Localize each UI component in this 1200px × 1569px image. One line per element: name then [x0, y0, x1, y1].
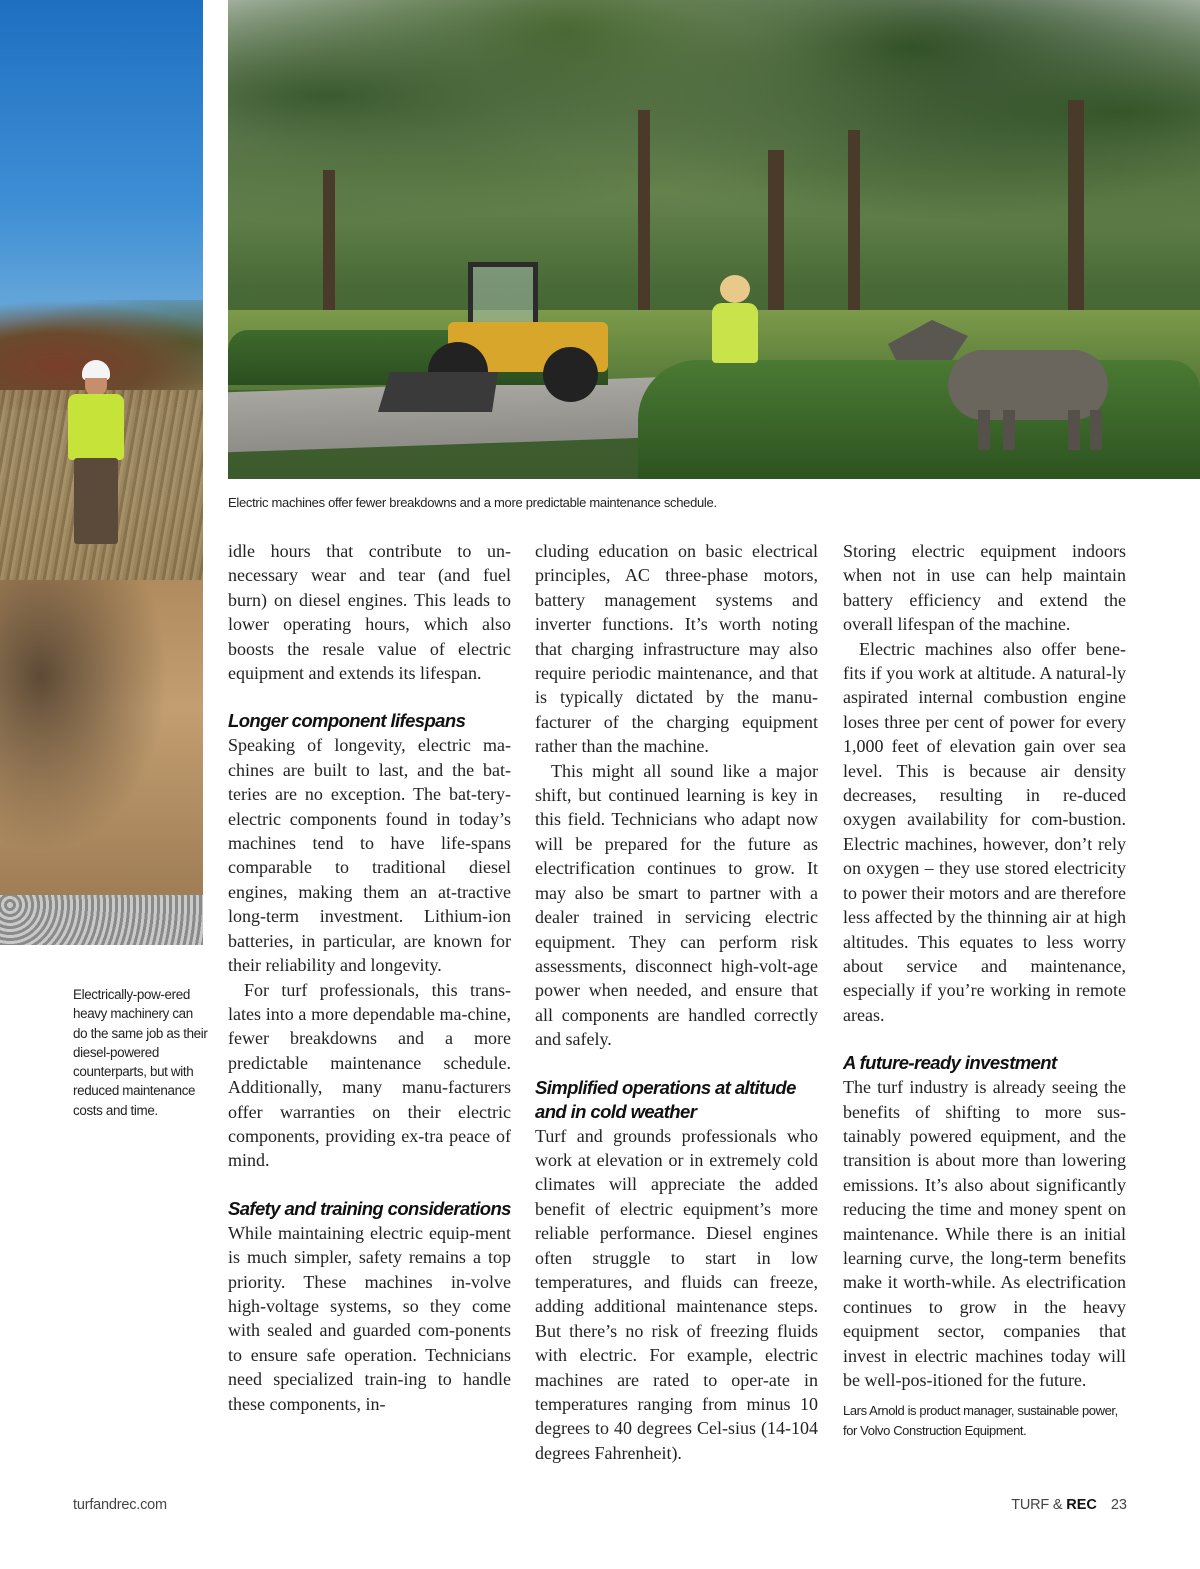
article-column-2: [535, 539, 818, 1465]
paragraph: While maintaining electric equip-ment is much simpler, safety remains a top priority. These machines in-volve high-voltage systems, so they come with sealed and guarded com-ponents to ensure safe operation. Technicians need specialized train-ing to handle these components, in-: [228, 1222, 511, 1414]
page-number: 23: [1110, 1497, 1127, 1513]
magazine-name-part2: REC: [1066, 1497, 1097, 1513]
subhead-future: A future-ready investment: [843, 1052, 1057, 1074]
horse-leg: [1003, 410, 1015, 450]
dirt-mound: [0, 580, 203, 900]
tree-canopy: [228, 0, 1200, 320]
tree-trunk: [848, 130, 860, 330]
main-photo-caption: Electric machines offer fewer breakdowns and a more predictable maintenance schedule.: [228, 495, 717, 510]
paragraph: Turf and grounds professionals who work at elevation or in extremely cold climates will appreciate the added benefit of electric equipment’s more reliable performance. Diesel engines often struggle to start in low temperatures, and fluids can freeze, adding additional maintenance steps. But there’s no risk of freezing fluids with electric. For example, electric machines are rated to oper-ate in temperatures ranging from minus 10 degrees to 40 degrees Cel-sius (14-104 degrees Fahrenheit).: [535, 1125, 818, 1463]
worker-head: [720, 275, 750, 303]
horse-body: [948, 350, 1108, 420]
paragraph: Electric machines also offer bene-fits if you work at altitude. A natural-ly aspirated internal combustion engine loses three per cent of power for every 1,000 feet of elevation gain over sea level. This is because air density decreases, resulting in re-duced oxygen availability for com-bustion. Electric machines, however, don’t rely on oxygen – they use stored electricity to power their motors and are therefore less affected by the thinning air at high altitudes. This equates to less worry about service and maintenance, especially if you’re working in remote areas.: [843, 638, 1126, 1025]
paragraph: The turf industry is already seeing the benefits of shifting to more sus-tainably powered equipment, and the transition is about more than lowering emissions. It’s also about significantly reducing the time and money spent on maintenance. While there is an initial learning curve, the long-term benefits make it worth-while. As electrification continues to grow in the heavy equipment sector, companies that invest in electric machines today will be well-pos-itioned for the future.: [843, 1077, 1126, 1390]
horse-leg: [978, 410, 990, 450]
worker-figure: [60, 360, 130, 545]
horse-topiary: [888, 320, 1118, 450]
safety-vest: [68, 394, 124, 460]
paragraph: idle hours that contribute to un-necessary wear and tear (and fuel burn) on diesel engines. This leads to lower operating hours, which also boosts the resale value of electric equipment and extends its lifespan.: [228, 541, 511, 684]
paragraph: This might all sound like a major shift, but continued learning is key in this field. Technicians who adapt now will be prepared for the future as electrification continues to grow. It may also be smart to partner with a dealer trained in servicing electric equipment. They can perform risk assessments, disconnect high-volt-age power when needed, and ensure that all components are handled correctly and safely.: [535, 760, 818, 1050]
folio: [1011, 1497, 1127, 1513]
worker-legs: [74, 458, 118, 544]
hard-hat: [82, 360, 110, 380]
article-column-1: [228, 539, 511, 1416]
subhead-lifespans: Longer component lifespans: [228, 710, 466, 732]
tree-trunk: [638, 110, 650, 340]
subhead-safety: Safety and training considerations: [228, 1197, 511, 1219]
article-column-3: [843, 539, 1126, 1440]
author-bio: Lars Arnold is product manager, sustainable power, for Volvo Construction Equipment.: [843, 1403, 1118, 1438]
loader-photo: [228, 0, 1200, 479]
gravel-strip: [0, 895, 203, 945]
horse-neck: [888, 320, 968, 360]
loader-wheel: [543, 347, 598, 402]
safety-vest: [712, 303, 758, 363]
side-photo-caption: Electrically-pow-ered heavy machinery can do the same job as their diesel-powered counterparts, but with reduced maintenance costs and time.: [73, 987, 208, 1118]
loader-bucket: [378, 372, 498, 412]
horse-leg: [1090, 410, 1102, 450]
worker-photo: [0, 0, 203, 945]
hedge-trimmer-worker: [708, 275, 763, 370]
paragraph: For turf professionals, this trans-lates into a more dependable ma-chine, fewer breakdowns and a more predictable maintenance schedule. Additionally, many manu-facturers offer warranties on their electric components, providing ex-tra peace of mind.: [228, 979, 511, 1171]
tree-trunk: [1068, 100, 1084, 340]
paragraph: Storing electric equipment indoors when not in use can help maintain battery efficiency and extend the overall lifespan of the machine.: [843, 541, 1126, 635]
magazine-name-part1: TURF &: [1011, 1497, 1067, 1513]
website-url: turfandrec.com: [73, 1497, 167, 1513]
wheel-loader: [378, 262, 608, 412]
paragraph: cluding education on basic electrical principles, AC three-phase motors, battery management systems and inverter functions. It’s worth noting that charging infrastructure may also require periodic maintenance, and that is typically dictated by the manu-facturer of the charging equipment rather than the machine.: [535, 541, 818, 757]
subhead-altitude: Simplified operations at altitude and in cold weather: [535, 1076, 796, 1122]
paragraph: Speaking of longevity, electric ma-chines are built to last, and the bat-teries are no exception. The bat-tery-electric components found in today’s machines tend to have life-spans comparable to traditional diesel engines, making them an at-tractive long-term investment. Lithium-ion batteries, in particular, are known for their reliability and longevity.: [228, 735, 511, 976]
horse-leg: [1068, 410, 1080, 450]
